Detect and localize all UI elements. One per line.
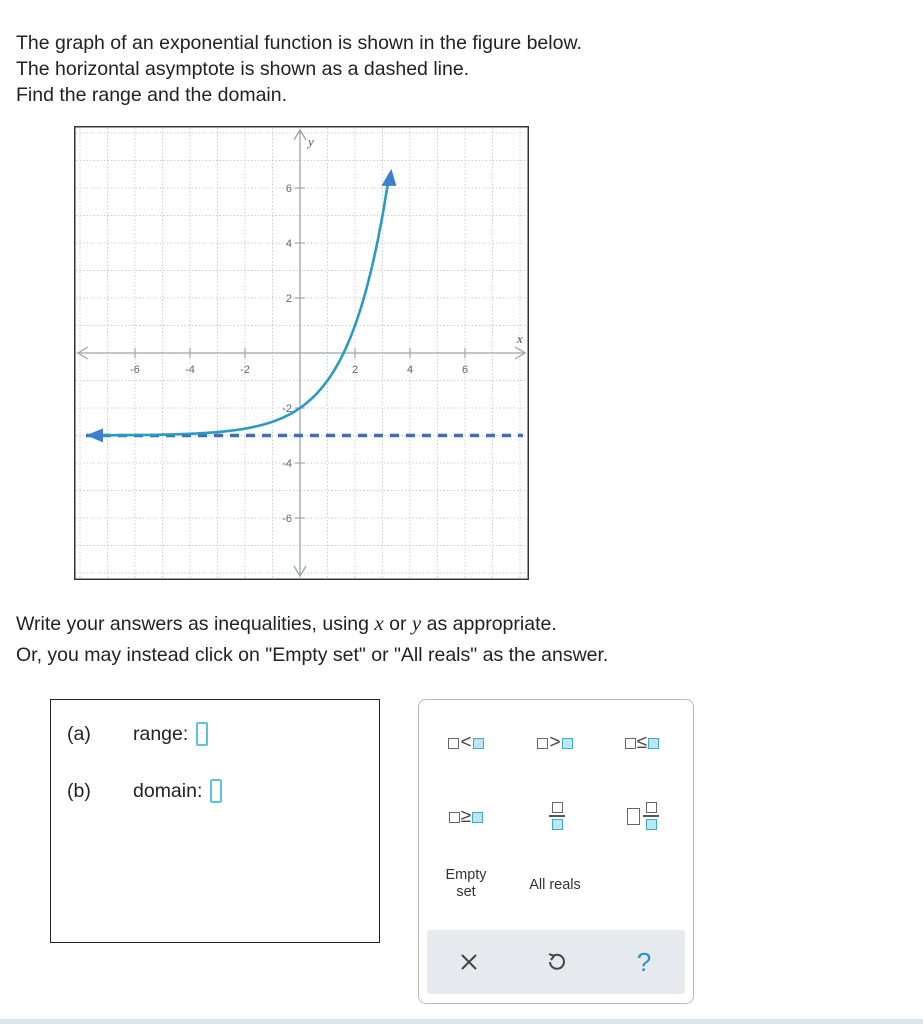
y-tick-label: -2 [282, 403, 292, 415]
instructions [16, 608, 608, 671]
instruction-or: or [389, 613, 407, 635]
undo-icon [545, 951, 567, 973]
prompt-line-1: The graph of an exponential function is shown in the figure below. [16, 32, 582, 54]
all-reals-button[interactable]: All reals [529, 876, 581, 893]
x-tick-label: -4 [185, 364, 195, 376]
clear-button[interactable] [449, 944, 489, 980]
instruction-text-a: Write your answers as inequalities, using [16, 613, 369, 635]
instruction-line-1 [16, 608, 608, 640]
part-b-label: (b) [67, 779, 91, 802]
undo-button[interactable] [536, 944, 576, 980]
keypad-action-bar [427, 930, 685, 994]
greater-than-button[interactable]: > [522, 728, 588, 758]
y-tick-label: 2 [285, 293, 292, 305]
bottom-divider [0, 1019, 923, 1024]
prompt-line-3: Find the range and the domain. [16, 84, 288, 106]
range-row [67, 722, 208, 746]
x-axis-label: x [517, 331, 523, 346]
y-tick-label: -6 [282, 513, 292, 525]
exponential-graph [74, 126, 529, 580]
empty-set-button[interactable]: Empty set [445, 867, 487, 900]
instruction-text-b: as appropriate. [426, 613, 557, 635]
question-prompt [16, 30, 582, 108]
answer-box [50, 699, 380, 943]
range-input[interactable] [196, 722, 208, 746]
y-tick-label: 6 [285, 183, 292, 195]
less-than-button[interactable]: < [433, 728, 499, 758]
x-tick-label: 6 [461, 364, 469, 376]
math-keypad [418, 699, 694, 1004]
instruction-line-2: Or, you may instead click on "Empty set" or "All reals" as the answer. [16, 644, 609, 666]
prompt-line-2: The horizontal asymptote is shown as a dashed line. [16, 58, 470, 80]
close-icon [459, 952, 479, 972]
greater-equal-button[interactable]: ≥ [433, 802, 499, 832]
range-label: range: [133, 722, 189, 745]
x-tick-label: 4 [406, 364, 414, 376]
x-tick-label: -6 [130, 364, 140, 376]
x-tick-label: -2 [240, 364, 250, 376]
var-y: y [411, 611, 422, 635]
domain-input[interactable] [210, 779, 222, 803]
fraction-button[interactable] [537, 792, 577, 840]
x-tick-label: 2 [351, 364, 359, 376]
part-a-label: (a) [67, 722, 91, 745]
var-x: x [374, 611, 384, 635]
domain-label: domain: [133, 779, 203, 802]
y-axis-label: y [308, 134, 314, 149]
less-equal-button[interactable]: ≤ [609, 728, 675, 758]
help-icon: ? [636, 946, 652, 977]
help-button[interactable] [624, 944, 664, 980]
mixed-number-button[interactable] [615, 792, 671, 840]
y-tick-label: 4 [285, 238, 292, 250]
y-tick-label: -4 [282, 458, 292, 470]
domain-row [67, 779, 222, 803]
